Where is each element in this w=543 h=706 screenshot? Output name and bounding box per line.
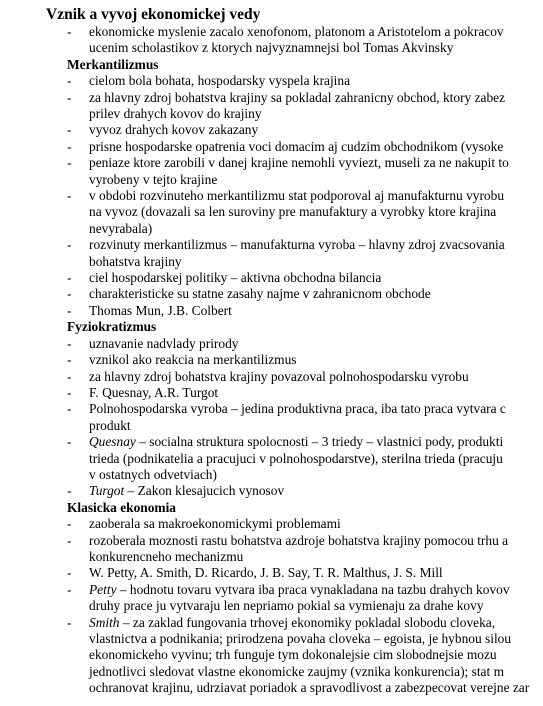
list-item-line: v obdobi rozvinuteho merkantilizmu stat podporoval aj manufakturnu vyrobu xyxy=(89,188,505,204)
list-item xyxy=(67,368,543,385)
list-item xyxy=(67,516,543,532)
item-text: – za zaklad fungovania trhovej ekonomiky pokladal slobodu cloveka, xyxy=(119,614,496,630)
list-item xyxy=(67,286,543,302)
list-item-line: zaoberala sa makroekonomickymi problemami xyxy=(89,516,341,532)
list-item-line: F. Quesnay, A.R. Turgot xyxy=(89,384,219,400)
list-item xyxy=(67,352,543,368)
list-item xyxy=(67,401,543,434)
bullet-list xyxy=(0,516,543,696)
list-item-line: jednotlivci sledovat vlastne ekonomicke zaujmy (vznika konkurencia); stat m xyxy=(89,663,504,679)
bullet-dash: - xyxy=(67,286,72,302)
list-item-line: rozvinuty merkantilizmus – manufakturna vyroba – hlavny zdroj zvacsovania xyxy=(89,237,505,253)
list-item xyxy=(67,335,543,352)
bullet-list xyxy=(0,73,543,319)
list-item-line: ciel hospodarskej politiky – aktivna obchodna bilancia xyxy=(89,270,382,286)
bullet-dash: - xyxy=(67,581,72,597)
list-item-line: charakteristicke su statne zasahy najme v zahranicnom obchode xyxy=(89,286,431,302)
bullet-dash: - xyxy=(67,434,72,450)
list-item xyxy=(67,532,543,566)
bullet-dash: - xyxy=(67,335,72,351)
list-item-line: cielom bola bohata, hospodarsky vyspela krajina xyxy=(89,73,351,89)
list-item xyxy=(67,270,543,286)
list-item-line: ekonomicke myslenie zacalo xenofonom, platonom a Aristotelom a pokracov xyxy=(89,24,504,39)
bullet-dash: - xyxy=(67,89,72,105)
list-item xyxy=(67,73,543,89)
bullet-dash: - xyxy=(67,384,72,400)
bullet-dash: - xyxy=(67,155,72,171)
list-item-line: peniaze ktore zarobili v danej krajine nemohli vyviezt, museli za ne nakupit to xyxy=(89,155,509,171)
list-item xyxy=(67,302,543,319)
section-heading: Fyziokratizmus xyxy=(67,319,157,335)
list-item xyxy=(67,581,543,615)
document-title: Vznik a vyvoj ekonomickej vedy xyxy=(46,6,261,23)
bullet-dash: - xyxy=(67,237,72,253)
bullet-list xyxy=(0,24,543,57)
bullet-list xyxy=(0,336,543,500)
bullet-dash: - xyxy=(67,368,72,384)
bullet-dash: - xyxy=(67,516,72,532)
list-item-line: Polnohospodarska vyroba – jedina produktivna praca, iba tato praca vytvara c xyxy=(89,401,506,417)
list-item xyxy=(67,138,543,155)
list-item xyxy=(67,188,543,237)
bullet-dash: - xyxy=(67,122,72,138)
list-item-line: za hlavny zdroj bohatstva krajiny povazoval polnohospodarsku vyrobu xyxy=(89,368,469,384)
list-item-line: vznikol ako reakcia na merkantilizmus xyxy=(89,352,297,368)
item-term: Smith xyxy=(89,614,120,630)
bullet-dash: - xyxy=(67,138,72,154)
item-text: – Zakon klesajucich vynosov xyxy=(124,483,285,499)
list-item-line: prilev drahych kovov do krajiny xyxy=(89,106,262,122)
list-item-line: Thomas Mun, J.B. Colbert xyxy=(89,302,232,318)
list-item xyxy=(67,89,543,123)
section-heading: Merkantilizmus xyxy=(67,56,159,72)
bullet-dash: - xyxy=(67,401,72,417)
list-item-line xyxy=(89,615,543,631)
item-text: – socialna struktura spolocnosti – 3 triedy – vlastnici pody, produkti xyxy=(135,434,504,450)
list-item-line: ekonomickeho vyvinu; trh funguje tym dokonalejsie cim slobodnejsie mozu xyxy=(89,647,497,663)
document-body xyxy=(0,24,543,697)
list-item-line: uznavanie nadvlady prirody xyxy=(89,335,239,351)
bullet-dash: - xyxy=(67,614,72,630)
list-item-line: na vyvoz (dovazali sa len suroviny pre manufaktury a vyrobky ktore krajina xyxy=(89,204,497,220)
list-item-line: ucenim scholastikov z ktorych najvyznamnejsi bol Tomas Akvinsky xyxy=(89,40,454,56)
bullet-dash: - xyxy=(67,565,72,581)
list-item xyxy=(67,565,543,581)
list-item-line: ochranovat krajinu, udrziavat poriadok a spravodlivost a zabezpecovat verejne zar xyxy=(89,680,530,696)
list-item-line xyxy=(89,483,543,499)
list-item-line: druhy prace ju vytvaraju len nepriamo pokial sa vymienaju za drahe kovy xyxy=(89,598,484,614)
list-item-line: vyrobeny v tejto krajine xyxy=(89,171,218,187)
list-item-line: konkurencneho mechanizmu xyxy=(89,548,244,564)
list-item-line: produkt xyxy=(89,417,131,433)
bullet-dash: - xyxy=(67,302,72,318)
item-text: – hodnotu tovaru vytvara iba praca vynakladana na tazbu drahych kovov xyxy=(116,581,510,597)
list-item-line xyxy=(89,434,543,450)
bullet-dash: - xyxy=(67,188,72,204)
list-item-line: bohatstva krajiny xyxy=(89,253,182,269)
bullet-dash: - xyxy=(67,24,72,39)
list-item-line: trieda (podnikatelia a pracujuci v polnohospodarstve), sterilna trieda (pracuju xyxy=(89,450,503,466)
list-item xyxy=(67,24,543,57)
list-item-line: za hlavny zdroj bohatstva krajiny sa pokladal zahranicny obchod, ktory zabez xyxy=(89,89,506,105)
bullet-dash: - xyxy=(67,73,72,89)
list-item xyxy=(67,122,543,138)
section-heading: Klasicka ekonomia xyxy=(67,499,176,515)
list-item xyxy=(67,237,543,270)
list-item xyxy=(67,614,543,697)
item-term: Quesnay xyxy=(89,434,136,450)
item-term: Turgot xyxy=(89,483,125,499)
list-item xyxy=(67,155,543,188)
list-item-line: rozoberala moznosti rastu bohatstva azdroje bohatstva krajiny pomocou trhu a xyxy=(89,532,509,548)
list-item-line: v ostatnych odvetviach) xyxy=(89,466,217,482)
item-term: Petty xyxy=(89,581,117,597)
bullet-dash: - xyxy=(67,483,72,499)
list-item-line: vyvoz drahych kovov zakazany xyxy=(89,122,259,138)
list-item-line: vlastnictva a podnikania; prirodzena povaha cloveka – egoista, je hybnou silou xyxy=(89,630,512,646)
list-item-line: nevyrabala) xyxy=(89,220,153,236)
list-item-line: prisne hospodarske opatrenia voci domacim aj cudzim obchodnikom (vysoke xyxy=(89,138,504,154)
list-item xyxy=(67,434,543,483)
list-item-line: W. Petty, A. Smith, D. Ricardo, J. B. Say, T. R. Malthus, J. S. Mill xyxy=(89,565,443,581)
list-item-line xyxy=(89,582,543,598)
list-item xyxy=(67,384,543,401)
bullet-dash: - xyxy=(67,352,72,368)
list-item xyxy=(67,483,543,499)
bullet-dash: - xyxy=(67,532,72,548)
bullet-dash: - xyxy=(67,270,72,286)
